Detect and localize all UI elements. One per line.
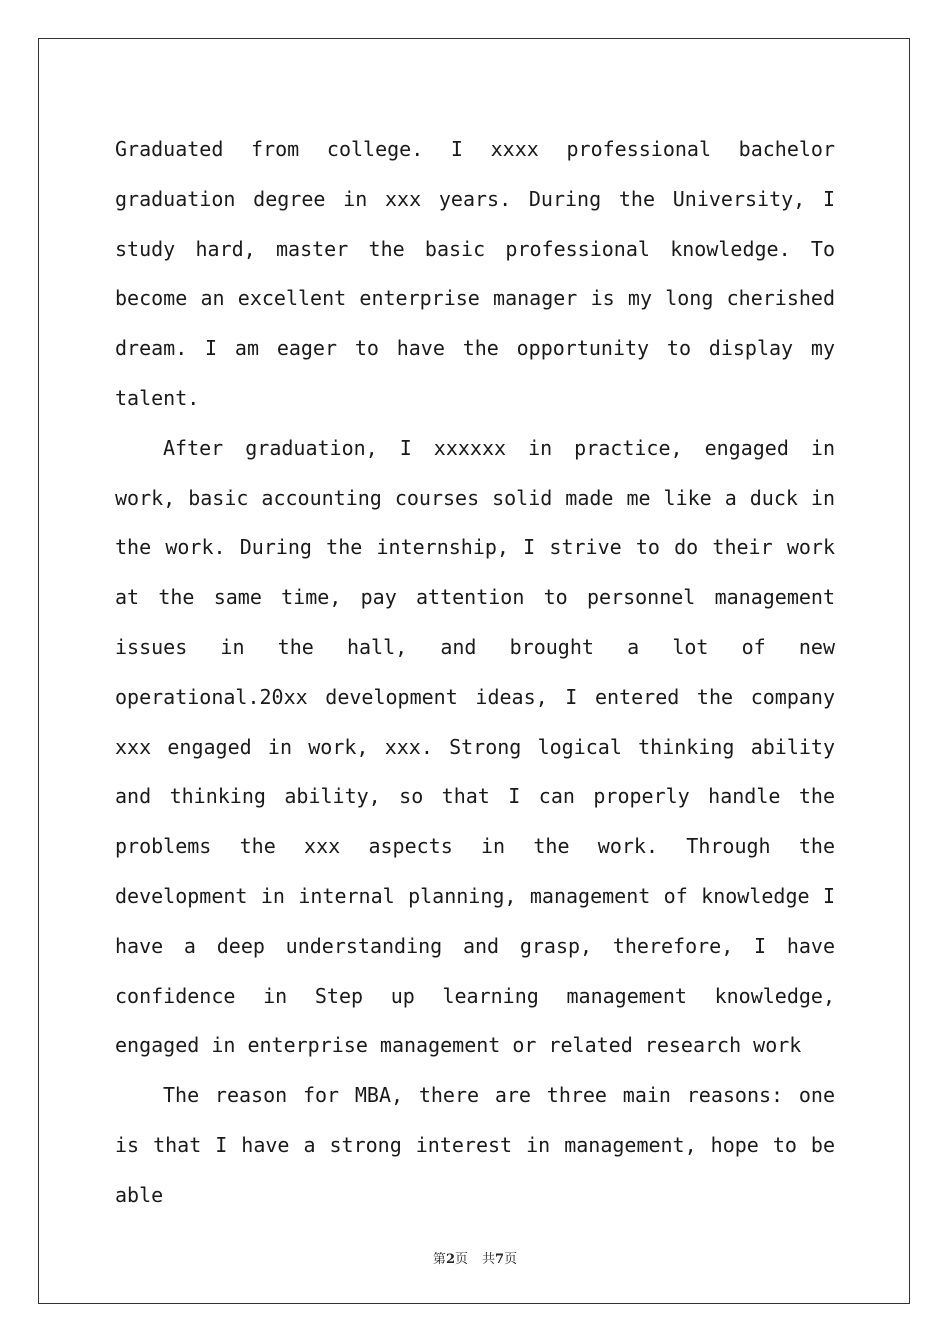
page-footer [0,1248,950,1267]
page-suffix: 页 [454,1252,468,1267]
paragraph-mba-reasons: The reason for MBA, there are three main reasons: one is that I have a strong interest in management, hope to be able [115,1083,835,1207]
paragraph-work-experience: After graduation, I xxxxxx in practice, engaged in work, basic accounting courses solid made me like a duck in the work. During the internship, I strive to do their work at the same time, pay attention to personnel management issues in the hall, and brought a lot of new operational.20xx development ideas, I entered the company xxx engaged in work, xxx. Strong logical thinking ability and thinking ability, so that I can properly handle the problems the xxx aspects in the work. Through the development in internal planning, management of knowledge I have a deep understanding and grasp, therefore, I have confidence in Step up learning management knowledge, engaged in enterprise management or related research work [115,435,835,1058]
paragraph-education: Graduated from college. I xxxx professional bachelor graduation degree in xxx years. During the University, I study hard, master the basic professional knowledge. To become an excellent enterprise manager is my long cherished dream. I am eager to have the opportunity to display my talent. [115,137,835,410]
total-pages-number: 7 [495,1252,505,1267]
page-prefix: 第 [432,1252,446,1267]
document-body [115,125,835,1221]
current-page-number: 2 [445,1252,455,1267]
total-prefix: 共 [482,1252,496,1267]
total-suffix: 页 [504,1252,518,1267]
